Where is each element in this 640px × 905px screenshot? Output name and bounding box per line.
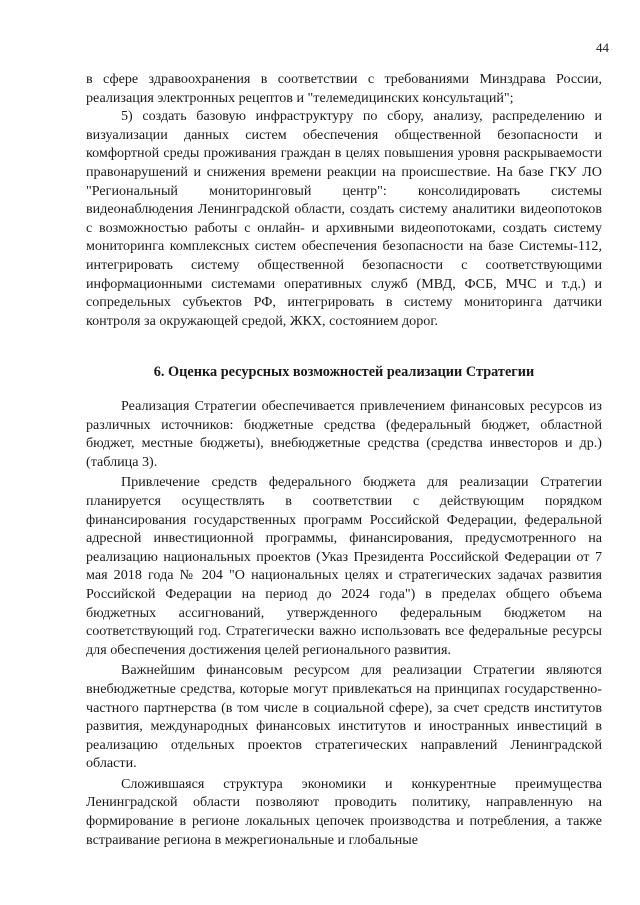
top-text-block	[86, 70, 602, 330]
bottom-text-block	[86, 397, 602, 849]
paragraph-item-5: 5) создать базовую инфраструктуру по сбору, анализу, распределению и визуализации данных систем обеспечения общественной безопасности и комфортной среды проживания граждан в целях повышения уровня раскрываемости правонарушений и снижения времени реакции на происшествие. На базе ГКУ ЛО "Региональный мониторинговый центр": консолидировать системы видеонаблюдения Ленинградской области, создать систему аналитики видеопотоков с возможностью работы с онлайн- и архивными видеопотоками, создать систему мониторинга комплексных систем обеспечения безопасности на базе Системы-112, интегрировать систему общественной безопасности с соответствующими информационными системами оперативных служб (МВД, ФСБ, МЧС и т.д.) и сопредельных субъектов РФ, интегрировать в систему мониторинга датчики контроля за окружающей средой, ЖКХ, состоянием дорог.	[86, 108, 602, 329]
paragraph-financing-sources: Реализация Стратегии обеспечивается привлечением финансовых ресурсов из различных источников: бюджетные средства (федеральный бюджет, областной бюджет, местные бюджеты), внебюджетные средства (средства инвесторов и др.) (таблица 3).	[86, 398, 602, 470]
page-number: 44	[596, 40, 609, 55]
paragraph-federal-budget: Привлечение средств федерального бюджета для реализации Стратегии планируется осуществлять в соответствии с действующим порядком финансирования государственных программ Российской Федерации, федеральной адресной инвестиционной программы, финансирования, предусмотренного на реализацию национальных проектов (Указ Президента Российской Федерации от 7 мая 2018 года № 204 "О национальных целях и стратегических задачах развития Российской Федерации на период до 2024 года") в пределах общего объема бюджетных ассигнований, утвержденного федеральным бюджетом на соответствующий год. Стратегически важно использовать все федеральные ресурсы для обеспечения достижения целей регионального развития.	[86, 474, 602, 658]
section-heading: 6. Оценка ресурсных возможностей реализации Стратегии	[153, 364, 535, 380]
paragraph-extrabudgetary: Важнейшим финансовым ресурсом для реализации Стратегии являются внебюджетные средства, которые могут привлекаться на принципах государственно-частного партнерства (в том числе в социальной сфере), за счет средств институтов развития, международных финансовых институтов и иностранных инвестиций в реализацию отдельных проектов стратегических направлений Ленинградской области.	[86, 662, 602, 772]
paragraph-healthcare-continuation: в сфере здравоохранения в соответствии с требованиями Минздрава России, реализация электронных рецептов и "телемедицинских консультаций";	[86, 71, 602, 106]
paragraph-economic-structure: Сложившаяся структура экономики и конкурентные преимущества Ленинградской области позволяют проводить политику, направленную на формирование в регионе локальных цепочек производства и потребления, а также встраивание региона в межрегиональные и глобальные	[86, 775, 602, 848]
